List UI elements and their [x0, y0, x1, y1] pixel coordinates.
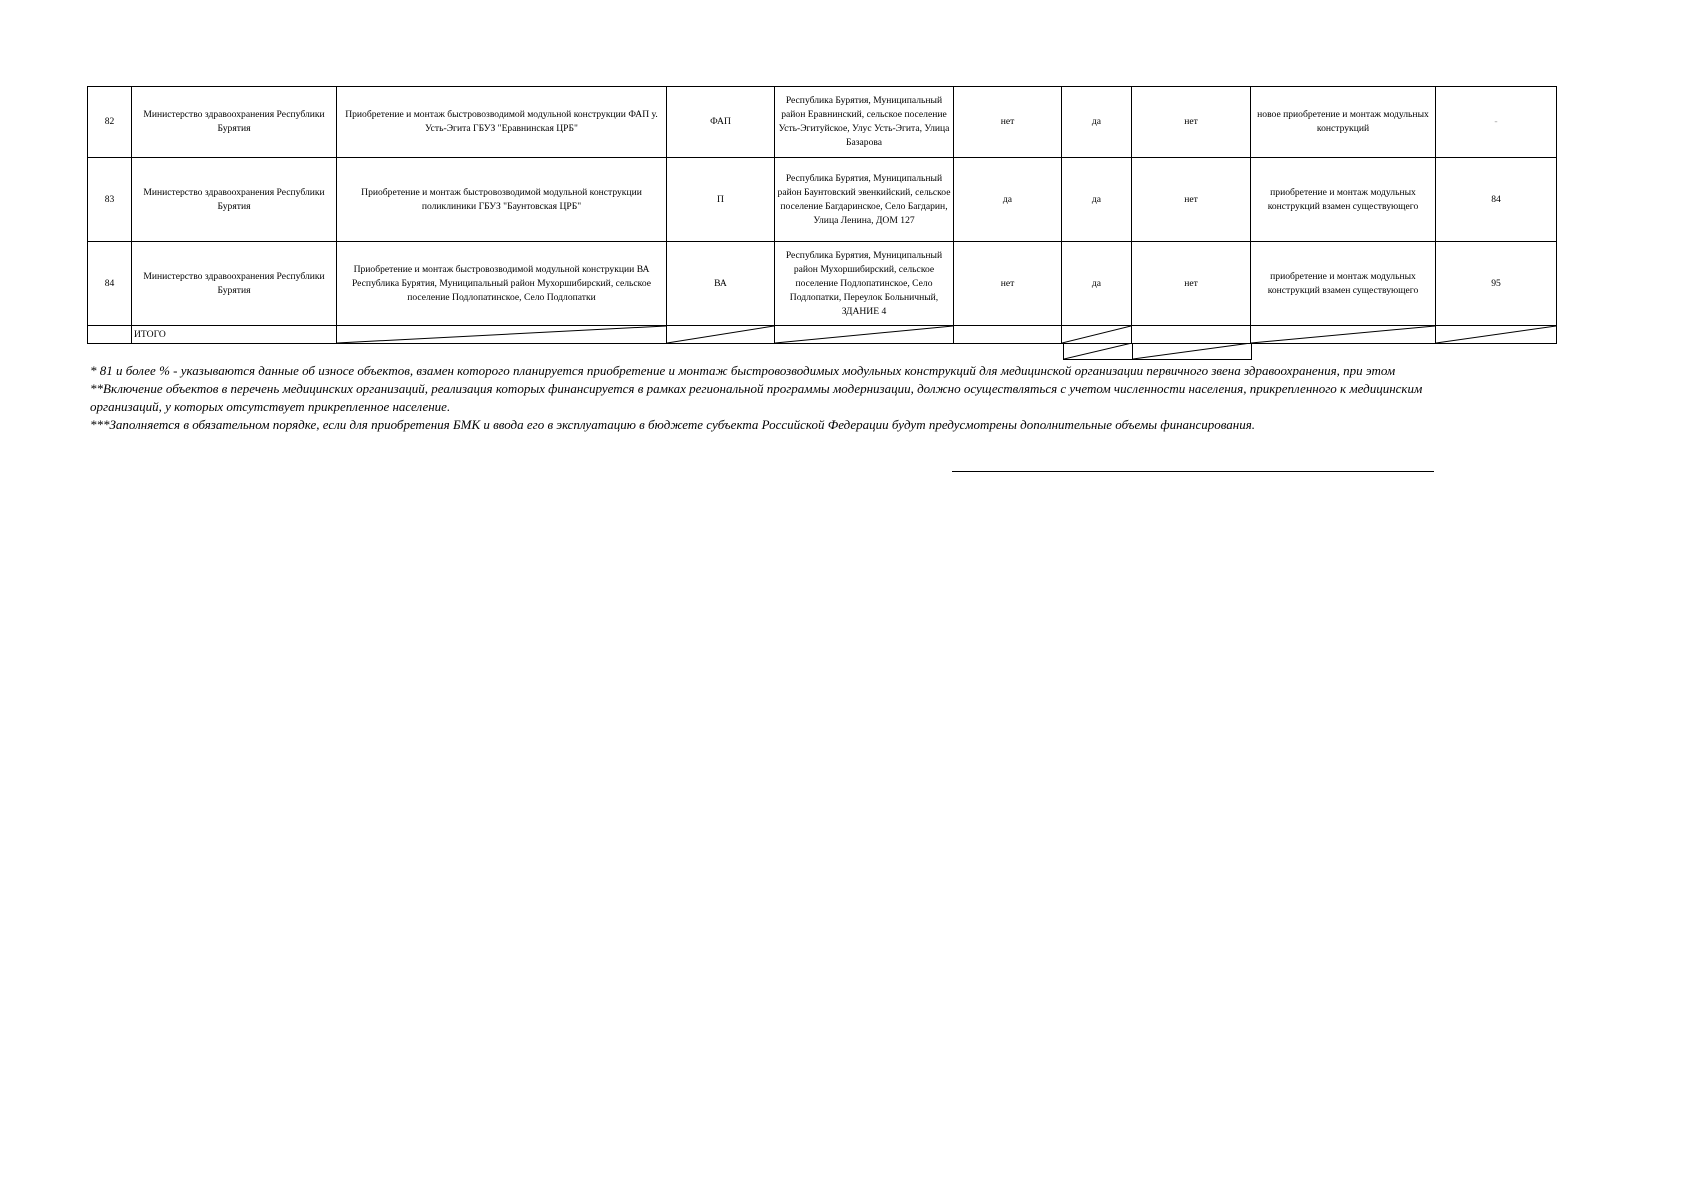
work-kind-cell: новое приобретение и монтаж модульных конструкций: [1251, 87, 1436, 158]
footnote-3: ***Заполняется в обязательном порядке, если для приобретения БМК и ввода его в эксплуатацию в бюджете субъекта Российской Федерации будут предусмотрены дополнительные объемы финансирования.: [90, 417, 1256, 432]
flag-cell-3: нет: [1132, 242, 1251, 326]
table-row: [88, 158, 1557, 242]
crossed-out-subcell: [1132, 343, 1252, 360]
flag-cell-3: нет: [1132, 158, 1251, 242]
footnote-2: **Включение объектов в перечень медицинских организаций, реализация которых финансируется в рамках региональной программы модернизации, должно осуществляться с учетом численности населения, прикрепленного к медицинским: [90, 381, 1423, 396]
flag-cell-2: да: [1062, 242, 1132, 326]
footnote-2-continuation: организаций, у которых отсутствует прикрепленное население.: [90, 399, 451, 414]
flag-cell-2: да: [1062, 87, 1132, 158]
flag-cell-1: нет: [954, 242, 1062, 326]
crossed-out-subcell: [1063, 343, 1133, 360]
address-cell: Республика Бурятия, Муниципальный район Мухоршибирский, сельское поселение Подлопатинское, Село Подлопатки, Переулок Больничный, ЗДАНИЕ 4: [775, 242, 954, 326]
total-row: [88, 326, 1557, 344]
wear-percent-cell: -: [1436, 87, 1557, 158]
table-row: [88, 87, 1557, 158]
organization-cell: Министерство здравоохранения Республики Бурятия: [132, 87, 337, 158]
work-kind-cell: приобретение и монтаж модульных конструкций взамен существующего: [1251, 242, 1436, 326]
flag-cell-1: нет: [954, 87, 1062, 158]
organization-cell: Министерство здравоохранения Республики Бурятия: [132, 158, 337, 242]
object-name-cell: Приобретение и монтаж быстровозводимой модульной конструкции поликлиники ГБУЗ "Баунтовская ЦРБ": [337, 158, 667, 242]
total-empty-cell: [1132, 326, 1251, 344]
address-cell: Республика Бурятия, Муниципальный район Еравнинский, сельское поселение Усть-Эгитуйское, Улус Усть-Эгита, Улица Базарова: [775, 87, 954, 158]
work-kind-cell: приобретение и монтаж модульных конструкций взамен существующего: [1251, 158, 1436, 242]
row-number: 82: [88, 87, 132, 158]
total-empty-cell: [954, 326, 1062, 344]
flag-cell-1: да: [954, 158, 1062, 242]
document-sheet: [87, 86, 1557, 344]
object-name-cell: Приобретение и монтаж быстровозводимой модульной конструкции ВА Республика Бурятия, Муниципальный район Мухоршибирский, сельское поселение Подлопатинское, Село Подлопатки: [337, 242, 667, 326]
wear-percent-cell: 95: [1436, 242, 1557, 326]
footnotes: [90, 362, 1558, 434]
crossed-out-cell: [1436, 326, 1557, 344]
crossed-out-cell: [1251, 326, 1436, 344]
total-label: ИТОГО: [132, 326, 337, 344]
signature-line: [952, 471, 1434, 472]
total-empty-cell: [88, 326, 132, 344]
object-type-cell: П: [667, 158, 775, 242]
crossed-out-cell: [667, 326, 775, 344]
row-number: 84: [88, 242, 132, 326]
crossed-out-cell: [1062, 326, 1132, 344]
object-type-cell: ВА: [667, 242, 775, 326]
footnote-1: * 81 и более % - указываются данные об износе объектов, взамен которого планируется приобретение и монтаж быстровозводимых модульных конструкций для медицинской организации первичного звена здравоохранения, при этом: [90, 363, 1396, 378]
object-name-cell: Приобретение и монтаж быстровозводимой модульной конструкции ФАП у. Усть-Эгита ГБУЗ "Еравнинская ЦРБ": [337, 87, 667, 158]
organization-cell: Министерство здравоохранения Республики Бурятия: [132, 242, 337, 326]
flag-cell-2: да: [1062, 158, 1132, 242]
crossed-out-cell: [775, 326, 954, 344]
crossed-out-cell: [337, 326, 667, 344]
table-row: [88, 242, 1557, 326]
object-type-cell: ФАП: [667, 87, 775, 158]
row-number: 83: [88, 158, 132, 242]
address-cell: Республика Бурятия, Муниципальный район Баунтовский эвенкийский, сельское поселение Багдаринское, Село Багдарин, Улица Ленина, ДОМ 127: [775, 158, 954, 242]
objects-table: [87, 86, 1557, 344]
wear-percent-cell: 84: [1436, 158, 1557, 242]
flag-cell-3: нет: [1132, 87, 1251, 158]
